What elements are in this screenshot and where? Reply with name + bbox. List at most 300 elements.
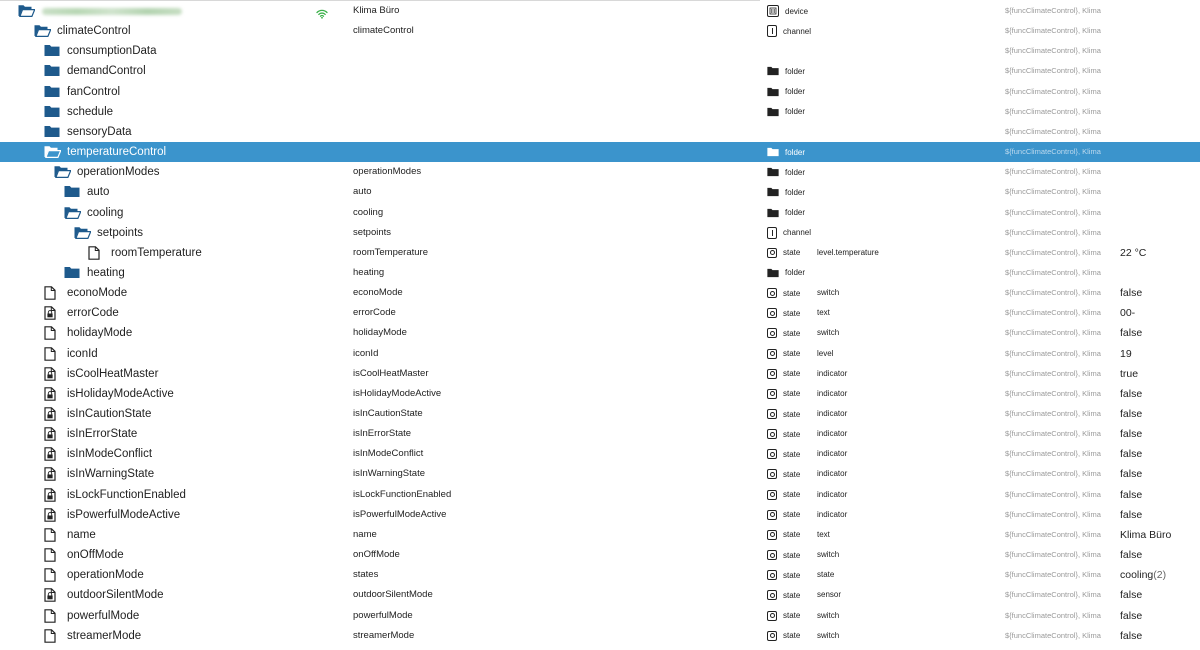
object-type xyxy=(767,525,800,545)
tree-row-isInErrorState[interactable] xyxy=(0,424,1200,444)
tree-label: fanControl xyxy=(67,85,121,98)
tree-row-consumptionData[interactable] xyxy=(0,41,1200,61)
object-role: state xyxy=(817,570,835,580)
object-value[interactable] xyxy=(1120,585,1142,605)
object-name: iconId xyxy=(353,347,379,359)
folder-icon[interactable] xyxy=(44,85,60,99)
folder-open-icon[interactable] xyxy=(18,4,34,18)
tree-label: schedule xyxy=(67,105,114,118)
object-role: indicator xyxy=(817,469,848,479)
object-type-label: state xyxy=(783,389,801,399)
object-value-text: 19 xyxy=(1120,347,1132,360)
tree-label: isInModeConflict xyxy=(67,448,153,461)
object-type xyxy=(767,384,800,404)
tree-label: heating xyxy=(87,266,125,279)
object-role: switch xyxy=(817,610,840,620)
object-value[interactable] xyxy=(1120,464,1142,484)
file-icon xyxy=(44,347,60,361)
object-function: ${funcClimateControl}, Klima xyxy=(1005,429,1101,439)
object-type-label: folder xyxy=(785,167,806,177)
type-folder-icon xyxy=(767,187,779,197)
object-value-text: false xyxy=(1120,488,1143,501)
object-type-label: state xyxy=(783,288,801,298)
object-type-label: state xyxy=(783,349,801,359)
object-name: name xyxy=(353,528,377,540)
folder-open-icon[interactable] xyxy=(54,165,70,179)
object-type-label: folder xyxy=(785,87,806,97)
file-readonly-icon xyxy=(44,508,60,522)
tree-row-cooling[interactable] xyxy=(0,203,1200,223)
tree-row-operationMode[interactable] xyxy=(0,565,1200,585)
object-value[interactable] xyxy=(1120,303,1135,323)
tree-row-isHolidayModeActive[interactable] xyxy=(0,384,1200,404)
object-name: outdoorSilentMode xyxy=(353,589,433,601)
tree-row-errorCode[interactable] xyxy=(0,303,1200,323)
type-state-icon xyxy=(767,530,777,540)
file-readonly-icon xyxy=(44,407,60,421)
tree-row-auto[interactable] xyxy=(0,182,1200,202)
object-function: ${funcClimateControl}, Klima xyxy=(1005,86,1101,96)
object-function: ${funcClimateControl}, Klima xyxy=(1005,308,1101,318)
object-value[interactable] xyxy=(1120,525,1171,545)
tree-row-name[interactable] xyxy=(0,525,1200,545)
object-function: ${funcClimateControl}, Klima xyxy=(1005,227,1101,237)
type-state-icon xyxy=(767,328,777,338)
object-name: onOffMode xyxy=(353,549,400,561)
type-folder-icon xyxy=(767,66,779,76)
object-type xyxy=(767,162,805,182)
object-type-label: state xyxy=(783,590,801,600)
object-role: switch xyxy=(817,328,840,338)
object-type-label: state xyxy=(783,248,801,258)
tree-label: powerfulMode xyxy=(67,609,140,622)
object-function: ${funcClimateControl}, Klima xyxy=(1005,187,1101,197)
object-type-label: state xyxy=(783,530,801,540)
folder-icon[interactable] xyxy=(64,185,80,199)
object-type xyxy=(767,606,800,626)
object-type xyxy=(767,303,800,323)
object-value[interactable] xyxy=(1120,283,1142,303)
tree-label: isInWarningState xyxy=(67,468,155,481)
object-role: switch xyxy=(817,550,840,560)
object-type-label: state xyxy=(783,328,801,338)
file-icon xyxy=(44,568,60,582)
object-function: ${funcClimateControl}, Klima xyxy=(1005,529,1101,539)
object-function: ${funcClimateControl}, Klima xyxy=(1005,489,1101,499)
file-readonly-icon xyxy=(44,367,60,381)
tree-label: cooling xyxy=(87,206,124,219)
object-name: Klima Büro xyxy=(353,5,400,16)
tree-row-isInModeConflict[interactable] xyxy=(0,444,1200,464)
tree-label: errorCode xyxy=(67,307,119,320)
object-function: ${funcClimateControl}, Klima xyxy=(1005,409,1101,418)
object-role: indicator xyxy=(817,388,848,398)
object-type xyxy=(767,142,805,162)
object-value[interactable] xyxy=(1120,404,1142,424)
object-value[interactable] xyxy=(1120,243,1146,263)
tree-label: isPowerfulModeActive xyxy=(67,508,181,521)
object-type xyxy=(767,182,805,202)
object-type xyxy=(767,565,800,585)
object-function: ${funcClimateControl}, Klima xyxy=(1005,469,1101,479)
object-type-label: state xyxy=(783,469,801,479)
object-type xyxy=(767,485,800,505)
type-folder-icon xyxy=(767,147,779,157)
object-type-label: folder xyxy=(785,187,806,197)
object-name: isLockFunctionEnabled xyxy=(353,488,452,500)
object-role: indicator xyxy=(817,449,848,459)
object-function: ${funcClimateControl}, Klima xyxy=(1005,126,1101,136)
file-icon xyxy=(44,528,60,542)
type-state-icon xyxy=(767,611,777,621)
tree-label: auto xyxy=(87,186,110,199)
object-function: ${funcClimateControl}, Klima xyxy=(1005,368,1101,378)
folder-open-icon[interactable] xyxy=(74,226,90,240)
object-role: text xyxy=(817,308,830,318)
object-value-text: 00- xyxy=(1120,307,1136,320)
file-readonly-icon xyxy=(44,387,60,401)
type-state-icon xyxy=(767,590,777,600)
file-icon xyxy=(44,286,60,300)
object-name: climateControl xyxy=(353,25,414,37)
object-type-label: state xyxy=(783,510,801,520)
blurred-device-id xyxy=(42,8,182,15)
object-function: ${funcClimateControl}, Klima xyxy=(1005,46,1101,56)
object-type xyxy=(767,424,800,444)
tree-row-econoMode[interactable] xyxy=(0,283,1200,303)
object-function: ${funcClimateControl}, Klima xyxy=(1005,66,1101,76)
tree-row-isCoolHeatMaster[interactable] xyxy=(0,364,1200,384)
object-type-label: state xyxy=(783,611,801,620)
type-folder-icon xyxy=(767,107,779,117)
object-value[interactable] xyxy=(1120,565,1166,585)
folder-icon[interactable] xyxy=(44,64,60,78)
file-readonly-icon xyxy=(44,588,60,602)
object-function: ${funcClimateControl}, Klima xyxy=(1005,590,1101,600)
object-function: ${funcClimateControl}, Klima xyxy=(1005,106,1101,116)
object-type xyxy=(767,364,800,384)
tree-label: setpoints xyxy=(97,226,144,239)
type-state-icon xyxy=(767,449,777,459)
tree-row-sensoryData[interactable] xyxy=(0,122,1200,142)
file-readonly-icon xyxy=(44,427,60,441)
object-type xyxy=(767,61,805,81)
tree-row-operationModes[interactable] xyxy=(0,162,1200,182)
object-name: isCoolHeatMaster xyxy=(353,367,429,379)
tree-row-holidayMode[interactable] xyxy=(0,323,1200,343)
object-value-text: false xyxy=(1120,629,1143,642)
type-channel-icon xyxy=(767,227,777,239)
object-name: isInModeConflict xyxy=(353,448,424,460)
object-role: level.temperature xyxy=(817,247,879,257)
object-function: ${funcClimateControl}, Klima xyxy=(1005,267,1101,277)
tree-label: econoMode xyxy=(67,287,128,300)
object-value-text: true xyxy=(1120,367,1139,380)
type-device-icon xyxy=(767,5,779,17)
object-value-ack: (2) xyxy=(1153,569,1167,582)
folder-open-icon[interactable] xyxy=(64,206,80,220)
tree-label: isInCautionState xyxy=(67,408,152,420)
object-role: switch xyxy=(817,288,840,298)
object-function: ${funcClimateControl}, Klima xyxy=(1005,550,1101,560)
object-function: ${funcClimateControl}, Klima xyxy=(1005,388,1101,398)
object-function: ${funcClimateControl}, Klima xyxy=(1005,610,1101,620)
type-state-icon xyxy=(767,248,777,258)
object-type-label: state xyxy=(783,429,801,439)
tree-row-isLockFunctionEnabled[interactable] xyxy=(0,485,1200,505)
object-type xyxy=(767,323,800,343)
tree-row-outdoorSilentMode[interactable] xyxy=(0,585,1200,605)
tree-label: temperatureControl xyxy=(67,146,167,159)
object-value-text: false xyxy=(1120,428,1143,441)
tree-label: roomTemperature xyxy=(111,246,202,259)
object-value[interactable] xyxy=(1120,444,1142,464)
tree-row-powerfulMode[interactable] xyxy=(0,606,1200,626)
object-name: isInErrorState xyxy=(353,428,412,440)
object-function: ${funcClimateControl}, Klima xyxy=(1005,6,1101,15)
object-value[interactable] xyxy=(1120,485,1142,505)
tree-row-isPowerfulModeActive[interactable] xyxy=(0,505,1200,525)
object-function: ${funcClimateControl}, Klima xyxy=(1005,630,1101,640)
object-function: ${funcClimateControl}, Klima xyxy=(1005,26,1101,36)
object-type xyxy=(767,585,800,605)
tree-row-iconId[interactable] xyxy=(0,344,1200,364)
object-function: ${funcClimateControl}, Klima xyxy=(1005,348,1101,358)
tree-label: name xyxy=(67,528,96,541)
folder-open-icon[interactable] xyxy=(34,24,50,38)
object-function: ${funcClimateControl}, Klima xyxy=(1005,207,1101,217)
tree-label: operationModes xyxy=(77,166,160,179)
tree-row-schedule[interactable] xyxy=(0,102,1200,122)
object-type xyxy=(767,444,800,464)
object-type-label: channel xyxy=(783,26,812,36)
type-state-icon xyxy=(767,288,777,298)
tree-row-isInWarningState[interactable] xyxy=(0,464,1200,484)
object-function: ${funcClimateControl}, Klima xyxy=(1005,288,1101,298)
object-name: auto xyxy=(353,186,372,198)
file-readonly-icon xyxy=(44,306,60,320)
object-name: isHolidayModeActive xyxy=(353,387,442,399)
object-value-text: false xyxy=(1120,468,1143,481)
object-role: switch xyxy=(817,630,840,640)
tree-row-isInCautionState[interactable] xyxy=(0,404,1200,424)
object-name: holidayMode xyxy=(353,327,407,339)
tree-label: sensoryData xyxy=(67,125,132,138)
object-name: isInCautionState xyxy=(353,408,423,419)
object-name: roomTemperature xyxy=(353,246,428,258)
object-type xyxy=(767,283,800,303)
tree-label: isHolidayModeActive xyxy=(67,387,174,400)
tree-row-climateControl[interactable] xyxy=(0,21,1200,41)
type-folder-icon xyxy=(767,268,779,278)
tree-row-fanControl[interactable] xyxy=(0,82,1200,102)
object-name: states xyxy=(353,569,379,581)
object-value[interactable] xyxy=(1120,344,1132,364)
object-value-text: 22 °C xyxy=(1120,246,1147,259)
object-value[interactable] xyxy=(1120,364,1138,384)
object-name: cooling xyxy=(353,206,384,218)
tree-row-heating[interactable] xyxy=(0,263,1200,283)
object-type xyxy=(767,505,800,525)
tree-label: climateControl xyxy=(57,25,131,38)
object-role: text xyxy=(817,529,830,539)
object-value-text: false xyxy=(1120,287,1143,300)
object-name: streamerMode xyxy=(353,629,415,641)
object-value-text: false xyxy=(1120,549,1143,562)
object-function: ${funcClimateControl}, Klima xyxy=(1005,328,1101,338)
object-type-label: state xyxy=(783,409,801,419)
folder-icon[interactable] xyxy=(44,105,60,119)
type-folder-icon xyxy=(767,87,779,97)
folder-icon[interactable] xyxy=(44,125,60,139)
object-type-label: state xyxy=(783,570,801,580)
tree-label: isCoolHeatMaster xyxy=(67,367,159,380)
object-role: indicator xyxy=(817,489,848,499)
object-type-label: folder xyxy=(785,268,806,278)
tree-label: demandControl xyxy=(67,65,146,78)
object-type-label: state xyxy=(783,631,801,641)
tree-label: isLockFunctionEnabled xyxy=(67,488,186,501)
object-function: ${funcClimateControl}, Klima xyxy=(1005,247,1101,257)
object-type-label: state xyxy=(783,490,801,500)
type-state-icon xyxy=(767,510,777,520)
object-function: ${funcClimateControl}, Klima xyxy=(1005,167,1101,177)
folder-icon[interactable] xyxy=(64,266,80,280)
object-role: sensor xyxy=(817,590,842,600)
object-type xyxy=(767,243,800,263)
object-type xyxy=(767,344,800,364)
object-type-label: folder xyxy=(785,147,806,157)
type-state-icon xyxy=(767,389,777,399)
object-value-text: cooling xyxy=(1120,569,1154,582)
tree-label: onOffMode xyxy=(67,549,124,562)
object-type-label: state xyxy=(783,449,801,459)
object-name: powerfulMode xyxy=(353,609,413,621)
object-value-text: false xyxy=(1120,327,1143,340)
tree-row-device[interactable] xyxy=(0,1,1200,21)
object-value-text: Klima Büro xyxy=(1120,528,1172,541)
type-state-icon xyxy=(767,409,777,419)
tree-row-roomTemperature[interactable] xyxy=(0,243,1200,263)
object-role: indicator xyxy=(817,368,848,378)
type-state-icon xyxy=(767,570,777,580)
tree-row-streamerMode[interactable] xyxy=(0,626,1200,646)
type-state-icon xyxy=(767,550,777,560)
object-type xyxy=(767,404,800,424)
type-state-icon xyxy=(767,490,777,500)
tree-row-demandControl[interactable] xyxy=(0,61,1200,81)
tree-label: iconId xyxy=(67,347,98,360)
object-value[interactable] xyxy=(1120,626,1142,646)
object-type xyxy=(767,1,808,21)
type-state-icon xyxy=(767,429,777,439)
object-value[interactable] xyxy=(1120,505,1142,525)
file-readonly-icon xyxy=(44,488,60,502)
type-state-icon xyxy=(767,469,777,479)
object-value-text: false xyxy=(1120,508,1143,521)
object-type-label: folder xyxy=(785,107,806,117)
object-value-text: false xyxy=(1120,448,1143,461)
file-icon xyxy=(88,246,104,260)
tree-row-setpoints[interactable] xyxy=(0,223,1200,243)
object-value[interactable] xyxy=(1120,606,1142,626)
folder-icon[interactable] xyxy=(44,44,60,58)
type-folder-icon xyxy=(767,167,779,177)
file-icon xyxy=(44,326,60,340)
tree-label: holidayMode xyxy=(67,327,133,340)
object-name: errorCode xyxy=(353,307,396,319)
object-name: econoMode xyxy=(353,287,403,299)
tree-label: isInErrorState xyxy=(67,428,138,441)
object-role: indicator xyxy=(817,429,848,439)
folder-open-icon[interactable] xyxy=(44,145,60,159)
object-role: level xyxy=(817,348,834,358)
object-type-label: state xyxy=(783,550,801,560)
object-function: ${funcClimateControl}, Klima xyxy=(1005,449,1101,459)
object-function: ${funcClimateControl}, Klima xyxy=(1005,509,1101,519)
object-type-label: state xyxy=(783,308,801,318)
object-name: heating xyxy=(353,266,385,278)
object-type xyxy=(767,102,805,122)
tree-label: outdoorSilentMode xyxy=(67,589,164,602)
object-value[interactable] xyxy=(1120,323,1142,343)
object-value-text: false xyxy=(1120,609,1143,622)
object-type-label: device xyxy=(785,6,809,16)
object-name: isPowerfulModeActive xyxy=(353,508,447,520)
type-state-icon xyxy=(767,369,777,379)
object-type xyxy=(767,626,800,646)
object-name: operationModes xyxy=(353,166,422,178)
object-role: indicator xyxy=(817,409,848,418)
object-type xyxy=(767,464,800,484)
object-type-label: state xyxy=(783,369,801,379)
object-value[interactable] xyxy=(1120,384,1142,404)
object-type xyxy=(767,545,800,565)
type-state-icon xyxy=(767,308,777,318)
type-state-icon xyxy=(767,631,777,641)
tree-label: consumptionData xyxy=(67,45,157,58)
type-folder-icon xyxy=(767,208,779,218)
object-value[interactable] xyxy=(1120,545,1142,565)
object-name: isInWarningState xyxy=(353,468,425,480)
file-readonly-icon xyxy=(44,447,60,461)
object-function: ${funcClimateControl}, Klima xyxy=(1005,147,1101,157)
object-value-text: false xyxy=(1120,387,1143,400)
object-name: setpoints xyxy=(353,226,392,238)
object-value[interactable] xyxy=(1120,424,1142,444)
object-type-label: channel xyxy=(783,228,812,238)
file-icon xyxy=(44,629,60,643)
object-value-text: false xyxy=(1120,408,1143,420)
object-value-text: false xyxy=(1120,589,1143,602)
file-readonly-icon xyxy=(44,467,60,481)
object-function: ${funcClimateControl}, Klima xyxy=(1005,570,1101,580)
tree-label: streamerMode xyxy=(67,629,142,642)
object-type-label: folder xyxy=(785,66,806,76)
object-role: indicator xyxy=(817,509,848,519)
tree-row-onOffMode[interactable] xyxy=(0,545,1200,565)
type-channel-icon xyxy=(767,25,777,37)
type-state-icon xyxy=(767,349,777,359)
file-icon xyxy=(44,548,60,562)
object-type xyxy=(767,263,805,283)
object-type xyxy=(767,82,805,102)
object-type xyxy=(767,203,805,223)
object-type xyxy=(767,223,811,243)
file-icon xyxy=(44,609,60,623)
tree-row-temperatureControl[interactable] xyxy=(0,142,1200,162)
object-type xyxy=(767,21,811,41)
